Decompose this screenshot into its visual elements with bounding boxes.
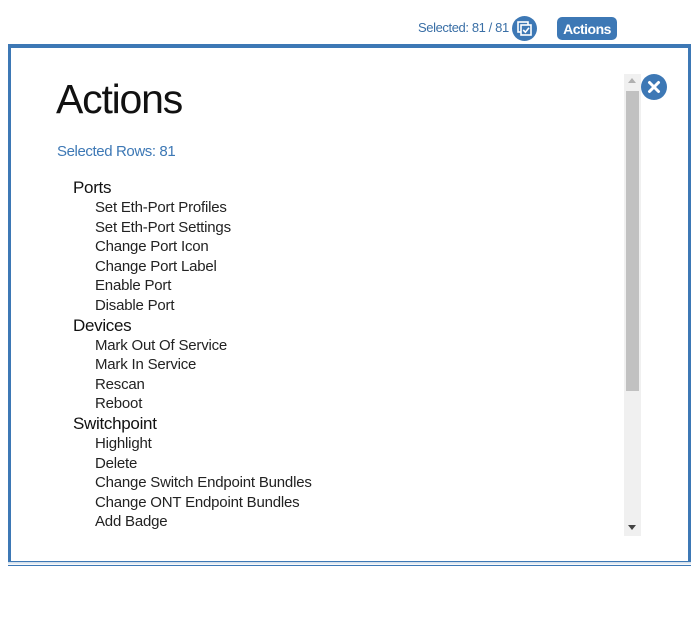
dialog-shadow (8, 562, 691, 565)
actions-button[interactable]: Actions (557, 17, 617, 40)
scroll-up-arrow-icon[interactable] (628, 78, 636, 83)
top-toolbar (0, 14, 699, 44)
action-delete[interactable]: Delete (95, 454, 138, 472)
selected-rows-label: Selected Rows: 81 (57, 143, 176, 160)
actions-dialog (8, 44, 691, 566)
action-set-eth-port-settings[interactable]: Set Eth-Port Settings (95, 218, 231, 236)
scroll-down-arrow-icon[interactable] (628, 525, 636, 530)
list-scrollbar[interactable] (624, 74, 641, 536)
action-list (73, 178, 613, 532)
close-button[interactable] (641, 74, 667, 100)
action-change-port-label[interactable]: Change Port Label (95, 257, 217, 275)
dialog-title: Actions (56, 76, 183, 122)
select-all-button[interactable] (512, 16, 537, 41)
action-highlight[interactable]: Highlight (95, 434, 152, 452)
action-rescan[interactable]: Rescan (95, 375, 145, 393)
action-change-ont-endpoint-bundles[interactable]: Change ONT Endpoint Bundles (95, 493, 300, 511)
action-change-port-icon[interactable]: Change Port Icon (95, 238, 209, 256)
action-set-eth-port-profiles[interactable]: Set Eth-Port Profiles (95, 199, 227, 216)
action-add-badge[interactable]: Add Badge (95, 513, 168, 531)
close-icon (647, 80, 661, 94)
action-mark-out-of-service[interactable]: Mark Out Of Service (95, 336, 228, 354)
selected-count-label: Selected: 81 / 81 (418, 20, 509, 35)
action-disable-port[interactable]: Disable Port (95, 296, 175, 314)
action-mark-in-service[interactable]: Mark In Service (95, 356, 197, 374)
scrollbar-thumb[interactable] (626, 91, 639, 391)
select-all-icon (517, 21, 533, 37)
action-change-switch-endpoint-bundles[interactable]: Change Switch Endpoint Bundles (95, 474, 312, 492)
action-reboot[interactable]: Reboot (95, 395, 143, 413)
group-label-ports: Ports (73, 178, 112, 197)
group-label-switchpoint: Switchpoint (73, 413, 157, 433)
group-label-devices: Devices (73, 315, 132, 335)
action-enable-port[interactable]: Enable Port (95, 277, 172, 295)
